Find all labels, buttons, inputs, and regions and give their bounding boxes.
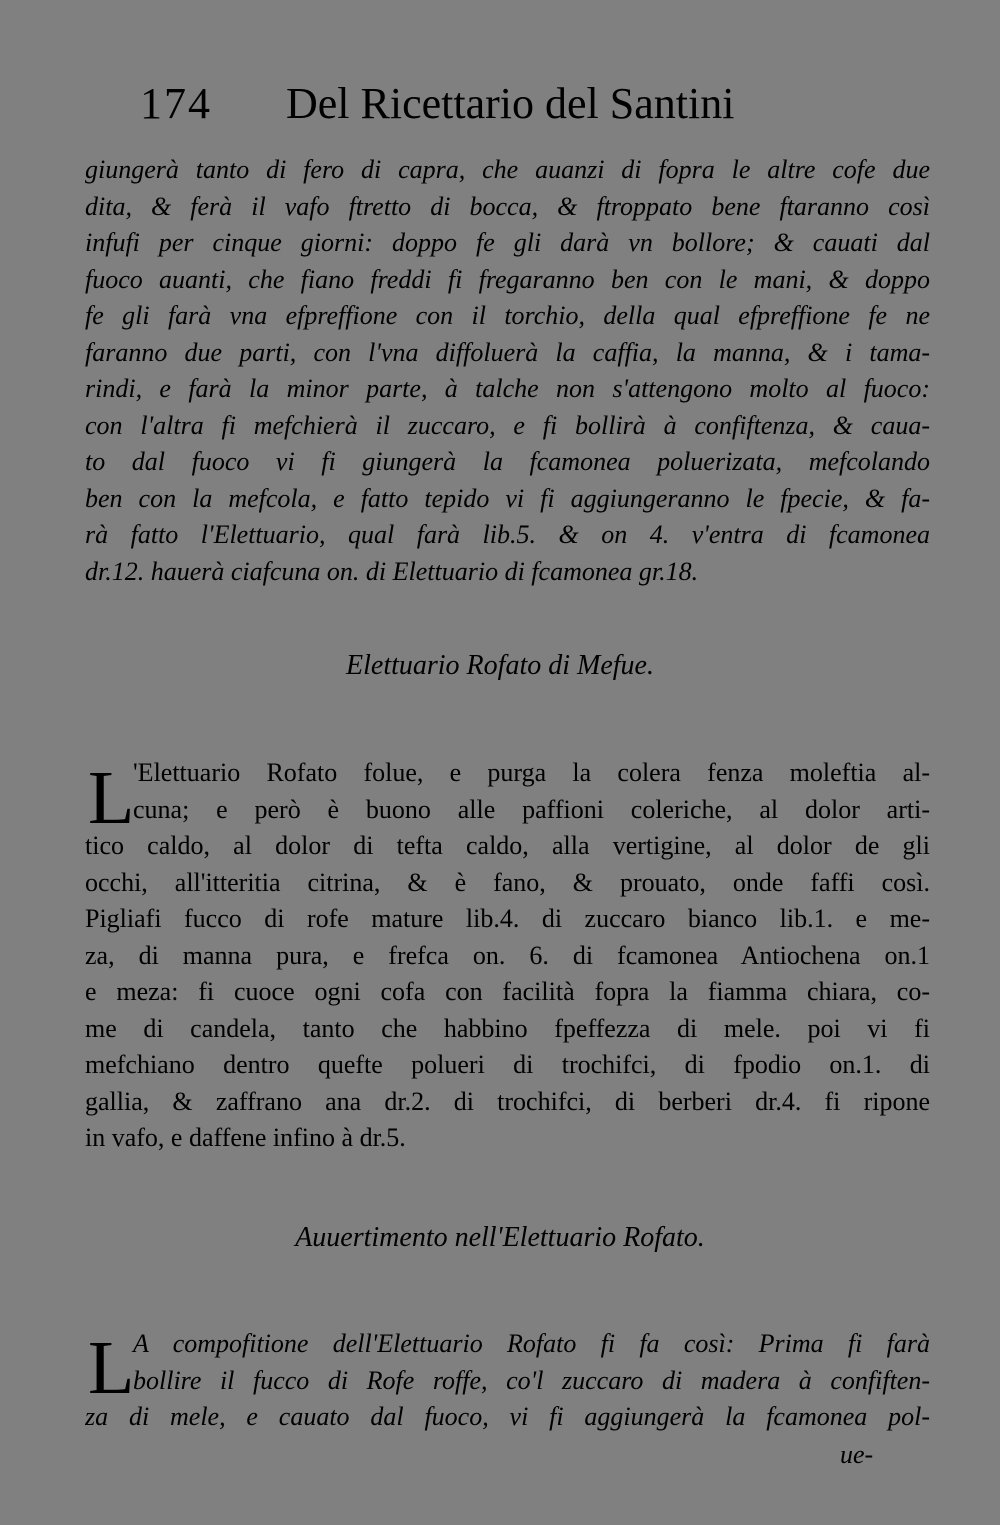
drop-cap: L [88,1326,135,1410]
text-line: con l'altra fi mefchierà il zuccaro, e fi bollirà à confiftenza, & caua- [85,410,930,440]
text-line: in vafo, e daffene infino à dr.5. [85,1123,406,1152]
text-line: dita, & ferà il vafo ftretto di bocca, & ftroppato bene ftaranno così [85,191,930,221]
text-line: faranno due parti, con l'vna diffoluerà la caffia, la manna, & i tama- [85,337,930,367]
text-line: gallia, & zaffrano ana dr.2. di trochifci, di berberi dr.4. fi ripone [85,1086,930,1116]
text-line: fe gli farà vna efpreffione con il torchio, della qual efpreffione fe ne [85,301,930,330]
recipe-paragraph [85,755,930,1157]
text-line: A compofitione dell'Elettuario Rofato fi fa così: Prima fi farà [133,1329,930,1358]
text-line: bollire il fucco di Rofe roffe, co'l zuccaro di madera à confiften- [133,1365,930,1395]
continuation-paragraph [85,152,930,590]
drop-cap: L [88,756,135,840]
text-line: tico caldo, al dolor di tefta caldo, alla vertigine, al dolor de gli [85,831,930,860]
running-head: Del Ricettario del Santini [286,79,735,128]
text-line: za di mele, e cauato dal fuoco, vi fi aggiungerà la fcamonea pol- [85,1402,930,1431]
page-header [140,78,780,138]
section-heading: Auuertimento nell'Elettuario Rofato. [295,1222,705,1253]
text-line: ben con la mefcola, e fatto tepido vi fi aggiungeranno le fpecie, & fa- [85,483,930,513]
text-line: dr.12. hauerà ciafcuna on. di Elettuario di fcamonea gr.18. [85,556,699,586]
text-line: za, di manna pura, e frefca on. 6. di fcamonea Antiochena on.1 [85,940,930,970]
text-line: rindi, e farà la minor parte, à talche non s'attengono molto al fuoco: [85,374,930,403]
text-line: Pigliafi fucco di rofe mature lib.4. di zuccaro bianco lib.1. e me- [85,904,930,933]
text-line: giungerà tanto di fero di capra, che auanzi di fopra le altre cofe due [85,155,930,184]
text-line: mefchiano dentro quefte polueri di trochifci, di fpodio on.1. di [85,1050,930,1079]
page-number: 174 [140,79,212,128]
notice-paragraph [85,1326,930,1436]
text-line: 'Elettuario Rofato folue, e purga la colera fenza moleftia al- [133,758,930,787]
catchword: ue- [840,1440,874,1469]
text-line: infufi per cinque giorni: doppo fe gli darà vn bollore; & cauati dal [85,228,930,257]
text-line: rà fatto l'Elettuario, qual farà lib.5. & on 4. v'entra di fcamonea [85,520,930,549]
section-heading: Elettuario Rofato di Mefue. [346,650,654,681]
text-line: e meza: fi cuoce ogni cofa con facilità fopra la fiamma chiara, co- [85,977,930,1006]
text-line: cuna; e però è buono alle paffioni coleriche, al dolor arti- [133,794,930,824]
text-line: to dal fuoco vi fi giungerà la fcamonea poluerizata, mefcolando [85,447,930,476]
text-line: me di candela, tanto che habbino fpeffezza di mele. poi vi fi [85,1013,930,1043]
text-line: occhi, all'itteritia citrina, & è fano, & prouato, onde faffi così. [85,867,930,897]
text-line: fuoco auanti, che fiano freddi fi fregaranno ben con le mani, & doppo [85,264,930,294]
